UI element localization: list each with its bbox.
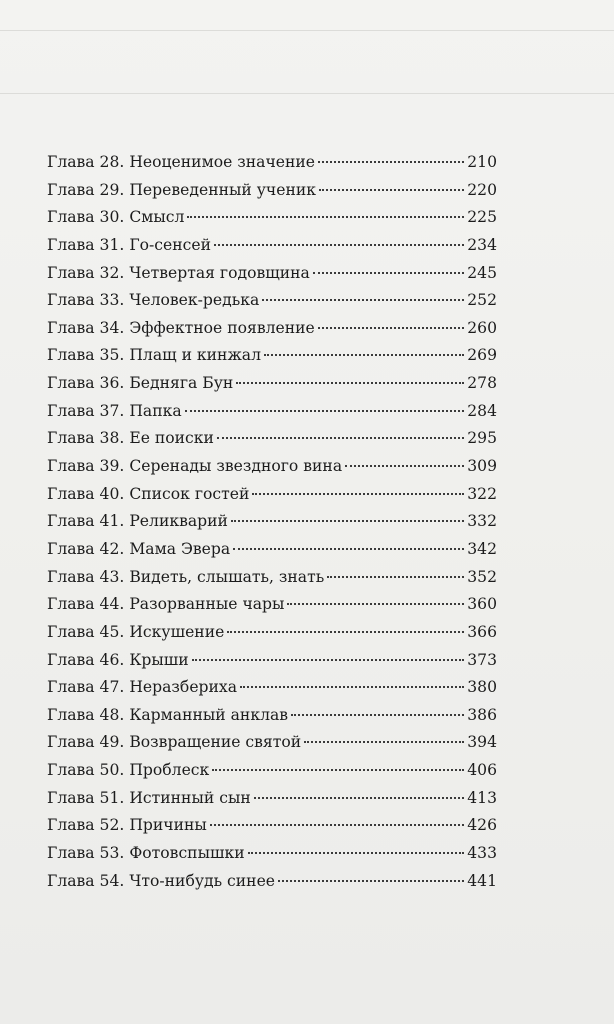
- chapter-title: Глава 40. Список гостей: [47, 484, 250, 503]
- chapter-title: Глава 28. Неоценимое значение: [47, 153, 316, 171]
- page-number: 309: [467, 457, 497, 476]
- chapter-title: Глава 41. Реликварий: [47, 512, 228, 531]
- dot-leader: [319, 188, 464, 191]
- page-number: 426: [467, 816, 497, 835]
- chapter-title: Глава 34. Эффектное появление: [47, 318, 315, 337]
- toc-entry: [47, 868, 497, 896]
- page-number: 260: [467, 318, 497, 337]
- page-number: 373: [467, 650, 497, 669]
- page-number: 386: [467, 705, 497, 724]
- toc-entry: [47, 647, 497, 675]
- toc-entry: [47, 508, 497, 536]
- chapter-title: Глава 50. Проблеск: [47, 761, 210, 780]
- dot-leader: [231, 519, 464, 522]
- toc-entry: [47, 370, 497, 398]
- dot-leader: [278, 879, 464, 882]
- dot-leader: [227, 630, 464, 633]
- page-number: 245: [467, 263, 497, 282]
- toc-entry: [47, 398, 497, 426]
- page-number: 360: [467, 595, 497, 614]
- page-number: 380: [467, 678, 497, 697]
- dot-leader: [262, 298, 464, 301]
- dot-leader: [264, 353, 464, 356]
- toc-entry: [47, 757, 497, 785]
- chapter-title: Глава 46. Крыши: [47, 650, 189, 669]
- chapter-title: Глава 54. Что-нибудь синее: [47, 871, 276, 890]
- toc-entry: [47, 785, 497, 813]
- toc-entry: [47, 342, 497, 370]
- chapter-title: Глава 45. Искушение: [47, 622, 225, 641]
- chapter-title: Глава 43. Видеть, слышать, знать: [47, 567, 325, 586]
- page-number: 406: [467, 761, 497, 780]
- chapter-title: Глава 39. Серенады звездного вина: [47, 457, 343, 476]
- page-number: 352: [467, 567, 497, 586]
- table-of-contents: [47, 149, 497, 895]
- dot-leader: [313, 271, 464, 274]
- dot-leader: [287, 602, 464, 605]
- toc-entry: [47, 674, 497, 702]
- chapter-title: Глава 44. Разорванные чары: [47, 595, 285, 614]
- chapter-title: Глава 35. Плащ и кинжал: [47, 346, 262, 365]
- toc-entry: [47, 260, 497, 288]
- dot-leader: [318, 326, 464, 329]
- show-through-box: [0, 30, 614, 94]
- chapter-title: Глава 37. Папка: [47, 401, 182, 420]
- toc-entry: [47, 149, 497, 177]
- chapter-title: Глава 38. Ее поиски: [47, 429, 214, 448]
- toc-entry: [47, 564, 497, 592]
- toc-entry: [47, 481, 497, 509]
- dot-leader: [304, 740, 464, 743]
- toc-entry: [47, 425, 497, 453]
- dot-leader: [248, 851, 465, 854]
- dot-leader: [318, 160, 464, 163]
- chapter-title: Глава 36. Бедняга Бун: [47, 374, 234, 393]
- dot-leader: [291, 713, 464, 716]
- chapter-title: Глава 42. Мама Эвера: [47, 539, 231, 558]
- page-number: 295: [467, 429, 497, 448]
- page-number: 269: [467, 346, 497, 365]
- page-number: 210: [467, 153, 497, 171]
- page-number: 413: [467, 788, 497, 807]
- chapter-title: Глава 29. Переведенный ученик: [47, 180, 316, 199]
- toc-entry: [47, 840, 497, 868]
- toc-entry: [47, 812, 497, 840]
- page-number: 234: [467, 235, 497, 254]
- page-number: 220: [467, 180, 497, 199]
- toc-entry: [47, 453, 497, 481]
- chapter-title: Глава 31. Го-сенсей: [47, 235, 212, 254]
- chapter-title: Глава 48. Карманный анклав: [47, 705, 289, 724]
- toc-entry: [47, 702, 497, 730]
- chapter-title: Глава 30. Смысл: [47, 208, 185, 227]
- dot-leader: [214, 243, 464, 246]
- page-number: 394: [467, 733, 497, 752]
- dot-leader: [254, 796, 464, 799]
- page-number: 433: [467, 844, 497, 863]
- page-number: 342: [467, 539, 497, 558]
- chapter-title: Глава 47. Неразбериха: [47, 678, 238, 697]
- toc-entry: [47, 177, 497, 205]
- dot-leader: [187, 215, 464, 218]
- dot-leader: [192, 658, 465, 661]
- chapter-title: Глава 53. Фотовспышки: [47, 844, 245, 863]
- dot-leader: [345, 464, 464, 467]
- page-number: 332: [467, 512, 497, 531]
- chapter-title: Глава 49. Возвращение святой: [47, 733, 302, 752]
- toc-entry: [47, 232, 497, 260]
- page-number: 252: [467, 291, 497, 310]
- page-number: 441: [467, 871, 497, 890]
- dot-leader: [210, 823, 464, 826]
- dot-leader: [327, 575, 464, 578]
- page-number: 322: [467, 484, 497, 503]
- chapter-title: Глава 52. Причины: [47, 816, 207, 835]
- page-number: 278: [467, 374, 497, 393]
- page-number: 366: [467, 622, 497, 641]
- toc-entry: [47, 287, 497, 315]
- toc-entry: [47, 729, 497, 757]
- toc-entry: [47, 536, 497, 564]
- dot-leader: [212, 768, 464, 771]
- dot-leader: [236, 381, 464, 384]
- dot-leader: [252, 492, 464, 495]
- dot-leader: [217, 436, 464, 439]
- toc-entry: [47, 204, 497, 232]
- page-number: 225: [467, 208, 497, 227]
- chapter-title: Глава 33. Человек-редька: [47, 291, 260, 310]
- toc-entry: [47, 315, 497, 343]
- dot-leader: [240, 685, 464, 688]
- dot-leader: [233, 547, 464, 550]
- dot-leader: [185, 409, 465, 412]
- toc-entry: [47, 619, 497, 647]
- page-number: 284: [467, 401, 497, 420]
- chapter-title: Глава 51. Истинный сын: [47, 788, 251, 807]
- chapter-title: Глава 32. Четвертая годовщина: [47, 263, 310, 282]
- toc-entry: [47, 591, 497, 619]
